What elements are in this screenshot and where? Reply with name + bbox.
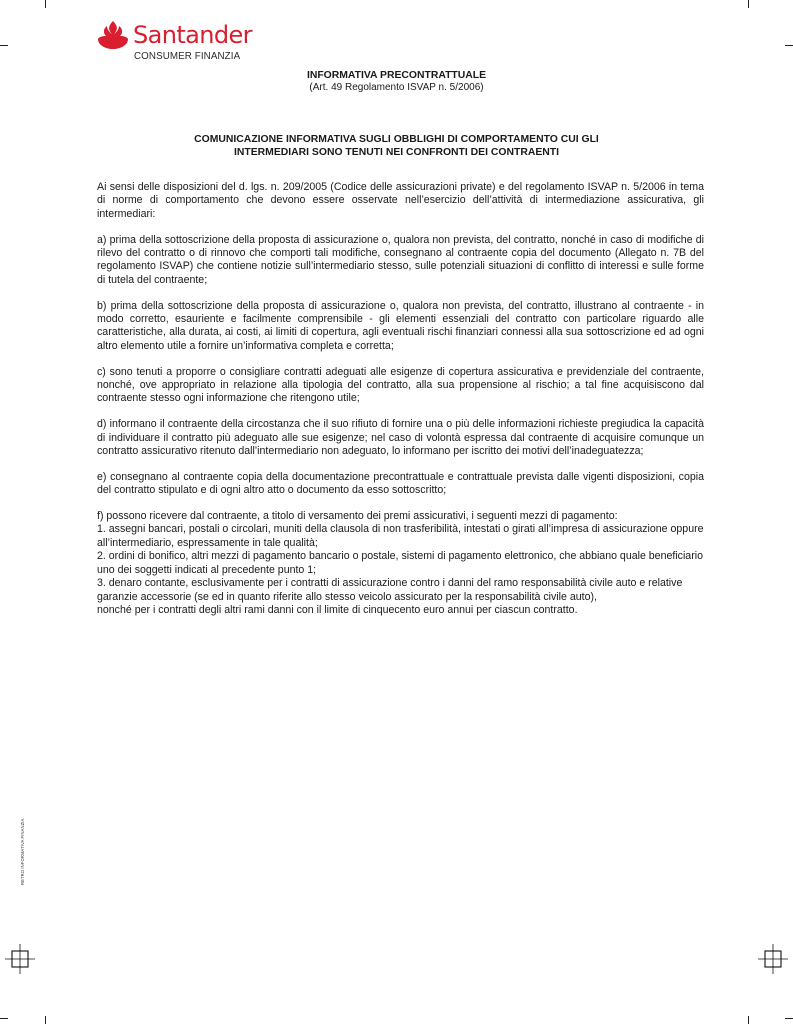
paragraph-e: e) consegnano al contraente copia della documentazione precontrattuale e contrattuale prevista dalle vigenti disposizioni, copia del contratto stipulato e di ogni altro atto o documento da esso sottoscritto; — [97, 470, 704, 497]
crop-mark-left-bottom-icon — [0, 1018, 8, 1019]
paragraph-b: b) prima della sottoscrizione della proposta di assicurazione o, qualora non prevista, del contratto, illustrano al contraente - in modo corretto, esauriente e facilmente comprensibile - gli elementi essenziali del contratto con particolare riguardo alle caratteristiche, alla durata, ai costi, ai limiti di copertura, agli eventuali rischi finanziari connessi alla sua sottoscrizione ed ad ogni altro elemento utile a fornire un’informativa completa e corretta; — [97, 299, 704, 352]
registration-mark-left-icon — [5, 944, 35, 974]
paragraph-f — [97, 510, 704, 617]
crop-mark-top-left-icon — [45, 0, 46, 8]
crop-mark-right-top-icon — [785, 45, 793, 46]
crop-mark-top-right-icon — [748, 0, 749, 8]
paragraph-f-item-3: 3. denaro contante, esclusivamente per i contratti di assicurazione contro i danni del ramo responsabilità civile auto e relative garanzie accessorie (se ed in quanto riferite allo stesso veicolo assicurato per la responsabilità civile auto), — [97, 577, 683, 603]
crop-mark-bottom-right-icon — [748, 1016, 749, 1024]
santander-logo — [97, 20, 257, 65]
crop-mark-bottom-left-icon — [45, 1016, 46, 1024]
paragraph-d: d) informano il contraente della circostanza che il suo rifiuto di fornire una o più delle informazioni richieste pregiudica la capacità di individuare il contratto più adeguato alle sue esigenze; nel caso di volontà espressa dal contraente di acquisire comunque un contratto assicurativo ritenuto dall’intermediario non adeguato, lo informano per iscritto dei motivi dell’inadeguatezza; — [97, 418, 704, 458]
section-heading-line1: COMUNICAZIONE INFORMATIVA SUGLI OBBLIGHI DI COMPORTAMENTO CUI GLI — [194, 134, 599, 145]
document-title: INFORMATIVA PRECONTRATTUALE — [306, 70, 487, 81]
brand-name: Santander — [133, 21, 252, 49]
crop-mark-right-bottom-icon — [785, 1018, 793, 1019]
paragraph-c: c) sono tenuti a proporre o consigliare contratti adeguati alle esigenze di copertura assicurativa e previdenziale del contraente, nonché, ove appropriato in relazione alla tipologia del contratto, alla sua propensione al rischio; a tal fine acquisiscono dal contraente stesso ogni informazione che ritengono utile; — [97, 365, 704, 405]
document-body — [97, 181, 704, 630]
paragraph-f-item-1: 1. assegni bancari, postali o circolari, muniti della clausola di non trasferibilità, intestati o girati all’impresa di assicurazione oppure all’intermediario, espressamente in tale qualità; — [97, 523, 704, 549]
document-subtitle: (Art. 49 Regolamento ISVAP n. 5/2006) — [309, 82, 484, 93]
section-heading — [0, 133, 793, 159]
paragraph-intro: Ai sensi delle disposizioni del d. lgs. n. 209/2005 (Codice delle assicurazioni private) e del regolamento ISVAP n. 5/2006 in tema di norme di comportamento che devono essere osservate nell’esercizio dell’attività di intermediazione assicurativa, gli intermediari: — [97, 181, 704, 220]
crop-mark-left-top-icon — [0, 45, 8, 46]
side-print-label: RETRO INFORMATIVA FINANZIA — [20, 818, 25, 885]
registration-mark-right-icon — [758, 944, 788, 974]
document-header — [0, 70, 793, 94]
flame-icon — [97, 20, 129, 50]
brand-subtitle: CONSUMER FINANZIA — [134, 51, 241, 62]
section-heading-line2: INTERMEDIARI SONO TENUTI NEI CONFRONTI DEI CONTRAENTI — [234, 147, 559, 158]
paragraph-a: a) prima della sottoscrizione della proposta di assicurazione o, qualora non prevista, del contratto, nonché in caso di modifiche di rilevo del contratto o di rinnovo che comporti tali modifiche, consegnano al contraente copia del documento (Allegato n. 7B del regolamento ISVAP) che contiene notizie sull’intermediario stesso, sulle potenziali situazioni di conflitto di interessi e sulle forme di tutela del contraente; — [97, 233, 704, 286]
paragraph-f-intro: f) possono ricevere dal contraente, a titolo di versamento dei premi assicurativi, i seguenti mezzi di pagamento: — [97, 510, 618, 523]
paragraph-f-item-3-continued: nonché per i contratti degli altri rami danni con il limite di cinquecento euro annui per ciascun contratto. — [97, 603, 578, 616]
paragraph-f-item-2: 2. ordini di bonifico, altri mezzi di pagamento bancario o postale, sistemi di pagamento elettronico, che abbiano quale beneficiario uno dei soggetti indicati al precedente punto 1; — [97, 550, 703, 576]
